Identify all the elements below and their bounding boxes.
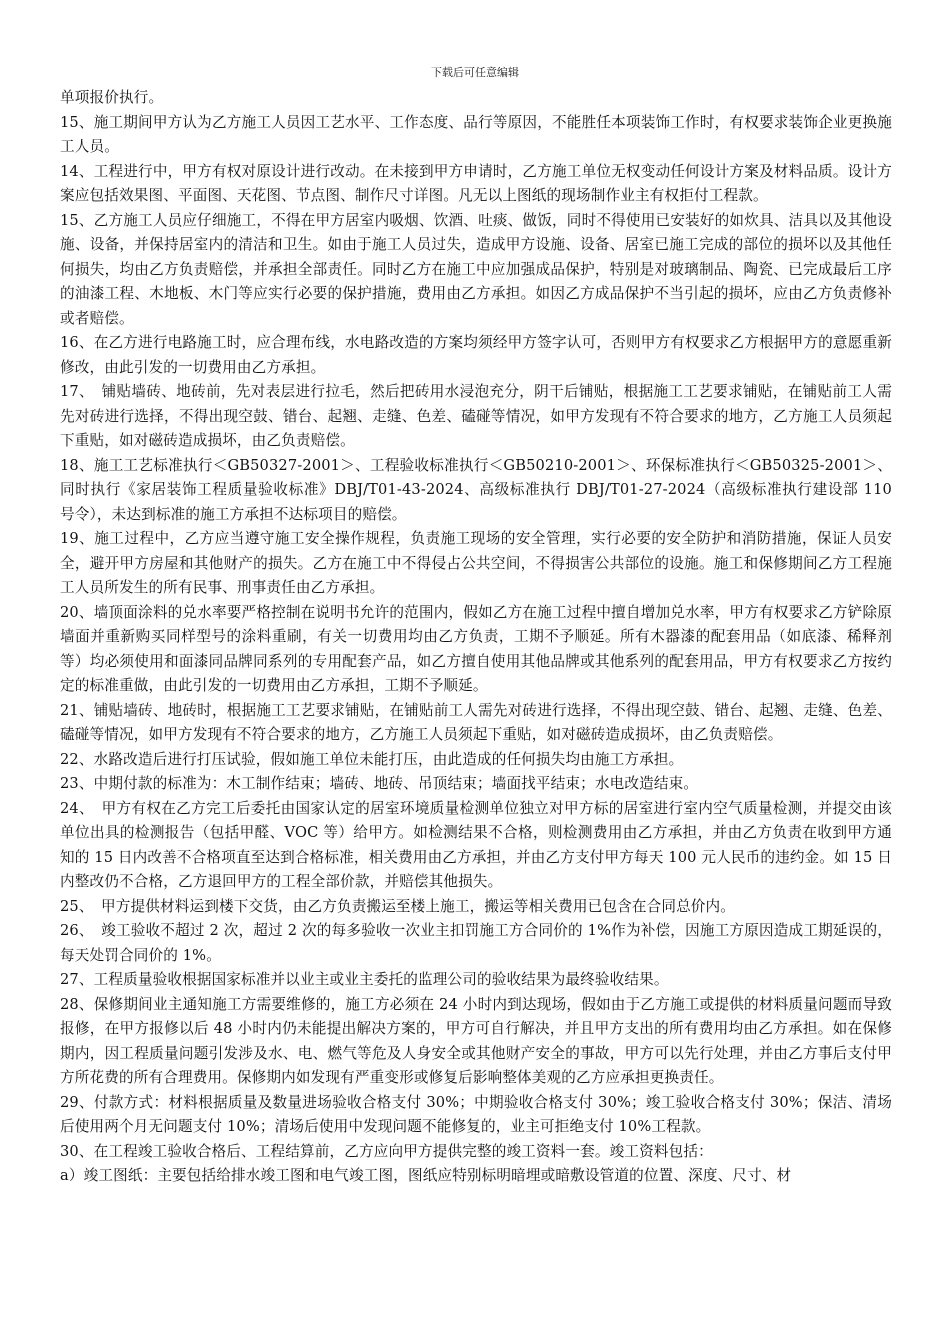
paragraph: 17、 铺贴墙砖、地砖前，先对表层进行拉毛，然后把砖用水浸泡充分，阴干后铺贴，根据施工工艺要求铺贴，在铺贴前工人需先对砖进行选择，不得出现空鼓、错台、起翘、走缝、色差、磕碰等情况，如甲方发现有不符合要求的地方，乙方施工人员须起下重贴，如对磁砖造成损坏，由乙负责赔偿。 [60, 383, 892, 449]
paragraph: a）竣工图纸：主要包括给排水竣工图和电气竣工图，图纸应特别标明暗埋或暗敷设管道的位置、深度、尺寸、材 [60, 1167, 792, 1184]
paragraph: 30、在工程竣工验收合格后、工程结算前，乙方应向甲方提供完整的竣工资料一套。竣工资料包括： [60, 1142, 713, 1160]
paragraph: 18、施工工艺标准执行＜GB50327-2001＞、工程验收标准执行＜GB50210-2001＞、环保标准执行＜GB50325-2001＞、同时执行《家居装饰工程质量验收标准》DBJ/T01-43-2024、高级标准执行 DBJ/T01-27-2024（高级标准执行建设部 110 号令），未达到标准的施工方承担不达标项目的赔偿。 [60, 456, 892, 523]
paragraph: 21、铺贴墙砖、地砖时，根据施工工艺要求铺贴，在铺贴前工人需先对砖进行选择，不得出现空鼓、错台、起翘、走缝、色差、磕碰等情况，如甲方发现有不符合要求的地方，乙方施工人员须起下重贴，如对磁砖造成损坏，由乙负责赔偿。 [60, 701, 892, 743]
paragraph: 27、工程质量验收根据国家标准并以业主或业主委托的监理公司的验收结果为最终验收结果。 [60, 971, 669, 988]
document-body [60, 86, 892, 1189]
paragraph: 29、付款方式：材料根据质量及数量进场验收合格支付 30%；中期验收合格支付 30%；竣工验收合格支付 30%；保洁、清场后使用两个月无问题支付 10%；清场后使用中发现问题不能修复的，业主可拒绝支付 10%工程款。 [60, 1093, 892, 1135]
paragraph: 25、 甲方提供材料运到楼下交货，由乙方负责搬运至楼上施工，搬运等相关费用已包含在合同总价内。 [60, 897, 736, 915]
page-header: 下载后可任意编辑 [431, 66, 519, 79]
paragraph: 24、 甲方有权在乙方完工后委托由国家认定的居室环境质量检测单位独立对甲方标的居室进行室内空气质量检测，并提交由该单位出具的检测报告（包括甲醛、VOC 等）给甲方。如检测结果不合格，则检测费用由乙方承担，并由乙方负责在收到甲方通知的 15 日内改善不合格项直至达到合格标准，相关费用由乙方承担，并由乙方支付甲方每天 100 元人民币的违约金。如 15 日内整改仍不合格，乙方退回甲方的工程全部价款，并赔偿其他损失。 [60, 799, 892, 890]
paragraph: 15、施工期间甲方认为乙方施工人员因工艺水平、工作态度、品行等原因，不能胜任本项装饰工作时，有权要求装饰企业更换施工人员。 [60, 113, 892, 155]
paragraph: 26、 竣工验收不超过 2 次，超过 2 次的每多验收一次业主扣罚施工方合同价的 1%作为补偿，因施工方原因造成工期延误的，每天处罚合同价的 1%。 [60, 922, 892, 964]
paragraph: 23、中期付款的标准为：木工制作结束；墙砖、地砖、吊顶结束；墙面找平结束；水电改造结束。 [60, 775, 699, 792]
paragraph: 14、工程进行中，甲方有权对原设计进行改动。在未接到甲方申请时，乙方施工单位无权变动任何设计方案及材料品质。设计方案应包括效果图、平面图、天花图、节点图、制作尺寸详图。凡无以上图纸的现场制作业主有权拒付工程款。 [60, 162, 892, 204]
paragraph: 15、乙方施工人员应仔细施工，不得在甲方居室内吸烟、饮酒、吐痰、做饭，同时不得使用已安装好的如炊具、洁具以及其他设施、设备，并保持居室内的清洁和卫生。如由于施工人员过失，造成甲方设施、设备、居室已施工完成的部位的损坏以及其他任何损失，均由乙方负责赔偿，并承担全部责任。同时乙方在施工中应加强成品保护，特别是对玻璃制品、陶瓷、已完成最后工序的油漆工程、木地板、木门等应实行必要的保护措施，费用由乙方承担。如因乙方成品保护不当引起的损坏，应由乙方负责修补或者赔偿。 [60, 211, 892, 327]
paragraph: 20、墙顶面涂料的兑水率要严格控制在说明书允许的范围内，假如乙方在施工过程中擅自增加兑水率，甲方有权要求乙方铲除原墙面并重新购买同样型号的涂料重刷，有关一切费用均由乙方负责，工期不予顺延。所有木器漆的配套用品（如底漆、稀释剂等）均必须使用和面漆同品牌同系列的专用配套产品，如乙方擅自使用其他品牌或其他系列的配套用品，甲方有权要求乙方按约定的标准重做，由此引发的一切费用由乙方承担，工期不予顺延。 [60, 603, 892, 694]
paragraph: 16、在乙方进行电路施工时，应合理布线，水电路改造的方案均须经甲方签字认可，否则甲方有权要求乙方根据甲方的意愿重新修改，由此引发的一切费用由乙方承担。 [60, 334, 892, 376]
paragraph: 单项报价执行。 [60, 89, 164, 106]
paragraph: 22、水路改造后进行打压试验，假如施工单位未能打压，由此造成的任何损失均由施工方承担。 [60, 750, 684, 768]
paragraph: 28、保修期间业主通知施工方需要维修的，施工方必须在 24 小时内到达现场，假如由于乙方施工或提供的材料质量问题而导致报修，在甲方报修以后 48 小时内仍未能提出解决方案的，甲方可自行解决，并且甲方支出的所有费用均由乙方承担。如在保修期内，因工程质量问题引发涉及水、电、燃气等危及人身安全或其他财产安全的事故，甲方可以先行处理，并由乙方事后支付甲方所花费的所有合理费用。保修期内如发现有严重变形或修复后影响整体美观的乙方应承担更换责任。 [60, 995, 892, 1086]
paragraph: 19、施工过程中，乙方应当遵守施工安全操作规程，负责施工现场的安全管理，实行必要的安全防护和消防措施，保证人员安全，避开甲方房屋和其他财产的损失。乙方在施工中不得侵占公共空间，不得损害公共部位的设施。施工和保修期间乙方工程施工人员所发生的所有民事、刑事责任由乙方承担。 [60, 530, 892, 596]
